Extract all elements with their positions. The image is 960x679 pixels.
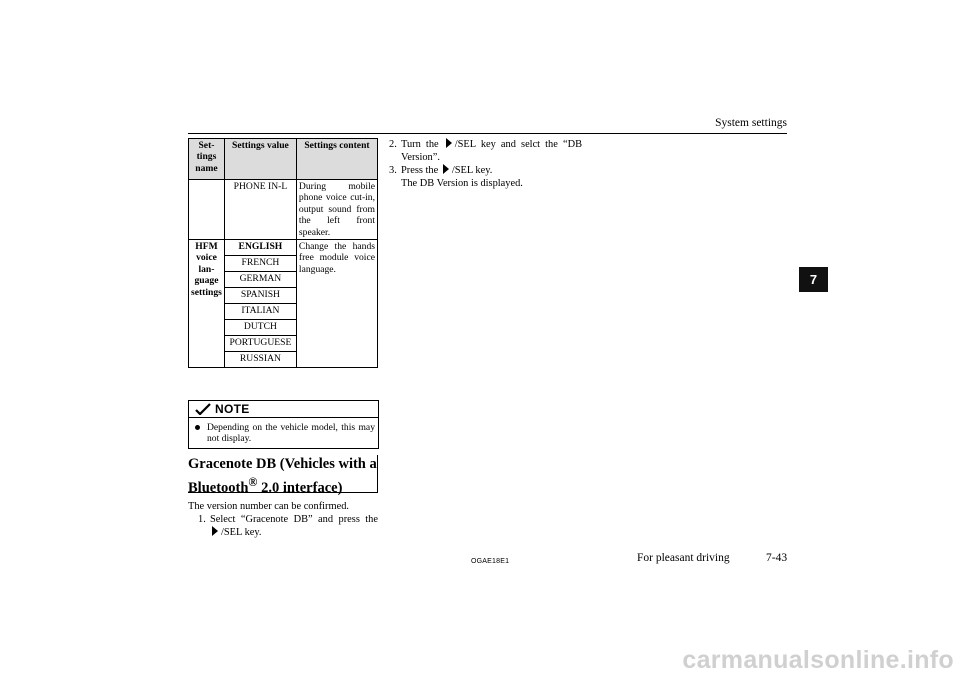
- header-settings-name: Set-tings name: [189, 139, 225, 180]
- step-text: Press the: [401, 165, 439, 176]
- table-row: [189, 180, 378, 240]
- section-heading: [188, 455, 377, 497]
- name-cell: HFM voice lan-guage settings: [189, 240, 225, 368]
- heading-sup: ®: [248, 475, 258, 489]
- footer-section: For pleasant driving: [637, 552, 730, 564]
- value-cell: FRENCH: [224, 256, 296, 272]
- value-cell: DUTCH: [224, 320, 296, 336]
- value-cell: RUSSIAN: [224, 352, 296, 368]
- note-header: [189, 401, 378, 418]
- header-settings-content: Settings content: [296, 139, 377, 180]
- step-text: Select “Gracenote DB” and press the: [210, 514, 378, 525]
- step-number: 1.: [198, 514, 206, 525]
- step-text: /SEL key and selct the “DB: [454, 139, 583, 150]
- step-number: 3.: [389, 165, 397, 176]
- settings-table: [188, 138, 378, 368]
- bullet-icon: [195, 425, 200, 430]
- sound-key-icon: [445, 138, 453, 148]
- page-number: 7-43: [766, 552, 788, 564]
- heading-rule-vertical: [377, 455, 378, 492]
- content-cell: During mobile phone voice cut-in, output sound from the left front speaker.: [296, 180, 377, 240]
- watermark: carmanualsonline.info: [682, 646, 954, 674]
- step-3: [389, 164, 582, 190]
- value-cell: GERMAN: [224, 272, 296, 288]
- value-cell: ENGLISH: [224, 240, 296, 256]
- note-item: [195, 423, 375, 444]
- note-label: NOTE: [215, 402, 250, 416]
- sound-key-icon: [211, 526, 219, 536]
- table-header-row: [189, 139, 378, 180]
- header-settings-value: Settings value: [224, 139, 296, 180]
- value-cell: ITALIAN: [224, 304, 296, 320]
- footer-code: OGAE18E1: [471, 558, 510, 565]
- value-cell: PHONE IN-L: [224, 180, 296, 240]
- heading-main: Gracenote DB (Vehicles with a Bluetooth: [188, 456, 377, 496]
- value-cell: PORTUGUESE: [224, 336, 296, 352]
- step-2: [389, 138, 582, 164]
- step-text: The DB Version is displayed.: [401, 178, 523, 189]
- note-check-icon: [194, 403, 212, 415]
- value-cell: SPANISH: [224, 288, 296, 304]
- content-cell: Change the hands free module voice language.: [296, 240, 377, 368]
- intro-text: The version number can be confirmed.: [188, 501, 349, 512]
- step-text: /SEL key.: [221, 527, 262, 538]
- table-row: [189, 240, 378, 256]
- note-text: Depending on the vehicle model, this may not display.: [207, 422, 375, 444]
- header-section-title: System settings: [715, 117, 787, 129]
- name-cell-empty: [189, 180, 225, 240]
- step-1: [198, 513, 378, 539]
- sound-key-icon: [442, 164, 450, 174]
- chapter-tab: 7: [799, 267, 828, 292]
- heading-rule: [188, 492, 378, 493]
- step-number: 2.: [389, 139, 397, 150]
- step-text: Turn the: [401, 139, 439, 150]
- step-text: Version”.: [401, 152, 440, 163]
- step-text: /SEL key.: [451, 165, 493, 176]
- header-rule: [188, 133, 787, 134]
- heading-tail: 2.0 interface): [257, 479, 343, 496]
- note-box: [188, 400, 379, 449]
